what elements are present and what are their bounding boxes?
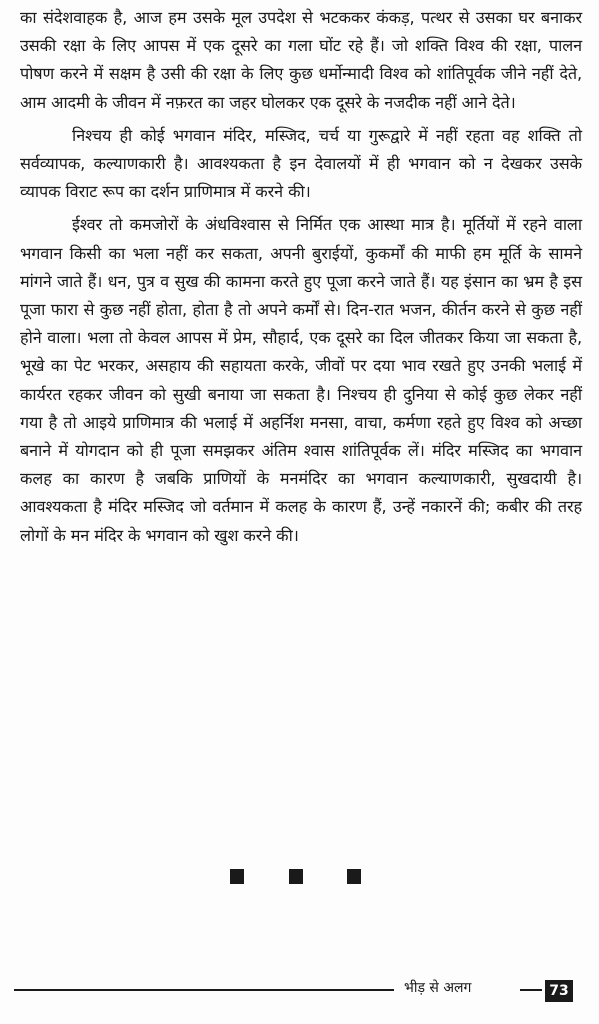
paragraph-3: ईश्वर तो कमजोरों के अंधविश्वास से निर्मित एक आस्था मात्र है। मूर्तियों में रहने वाला भगवान किसी का भला नहीं कर सकता, अपनी बुराईयों, कुकर्मों की माफी हम मूर्ति के सामने मांगने जाते हैं। धन, पुत्र व सुख की कामना करते हुए पूजा करने जाते हैं। यह इंसान का भ्रम है इस पूजा फारा से कुछ नहीं होता, होता है तो अपने कर्मों से। दिन-रात भजन, कीर्तन करने से कुछ नहीं होने वाला। भला तो केवल आपस में प्रेम, सौहार्द, एक दूसरे का दिल जीतकर किया जा सकता है, भूखे का पेट भरकर, असहाय की सहायता करके, जीवों पर दया भाव रखते हुए उनकी भलाई में कार्यरत रहकर जीवन को सुखी बनाया जा सकता है। निश्चय ही दुनिया से कोई कुछ लेकर नहीं गया है तो आइये प्राणिमात्र की भलाई में अहर्निश मनसा, वाचा, कर्मणा रहते हुए विश्व को अच्छा बनाने में योगदान को ही पूजा समझकर अंतिम श्वास शांतिपूर्वक लें। मंदिर मस्जिद का भगवान कलह का कारण है जबकि प्राणियों के मनमंदिर का भगवान कल्याणकारी, सुखदायी है। आवश्यकता है मंदिर मस्जिद जो वर्तमान में कलह के कारण हैं, उन्हें नकारनें की; कबीर की तरह लोगों के मन मंदिर के भगवान को खुश करने की।	[20, 215, 582, 545]
paragraph-1: का संदेशवाहक है, आज हम उसके मूल उपदेश से भटककर कंकड़, पत्थर से उसका घर बनाकर उसकी रक्षा के लिए आपस में एक दूसरे का गला घोंट रहे हैं। जो शक्ति विश्व की रक्षा, पालन पोषण करने में सक्षम है उसी की रक्षा के लिए कुछ धर्मोन्मादी विश्व को शांतिपूर्वक जीने नहीं देते, आम आदमी के जीवन में नफ़रत का जहर घोलकर एक दूसरे के नजदीक नहीं आने देते।	[20, 8, 582, 112]
footer-rule-short	[520, 989, 542, 991]
section-separator	[0, 869, 599, 885]
page-footer	[0, 980, 599, 1020]
separator-square-icon	[230, 869, 244, 884]
separator-square-icon	[289, 869, 303, 884]
separator-square-icon	[347, 869, 361, 884]
paragraph-2: निश्चय ही कोई भगवान मंदिर, मस्जिद, चर्च या गुरूद्वारे में नहीं रहता वह शक्ति तो सर्वव्यापक, कल्याणकारी है। आवश्यकता है इन देवालयों में ही भगवान को न देखकर उसके व्यापक विराट रूप का दर्शन प्राणिमात्र में करने की।	[20, 125, 582, 202]
page-number: 73	[545, 980, 573, 1002]
footer-book-title: भीड़ से अलग	[404, 980, 472, 996]
footer-rule	[14, 989, 394, 991]
body-text	[20, 4, 582, 550]
